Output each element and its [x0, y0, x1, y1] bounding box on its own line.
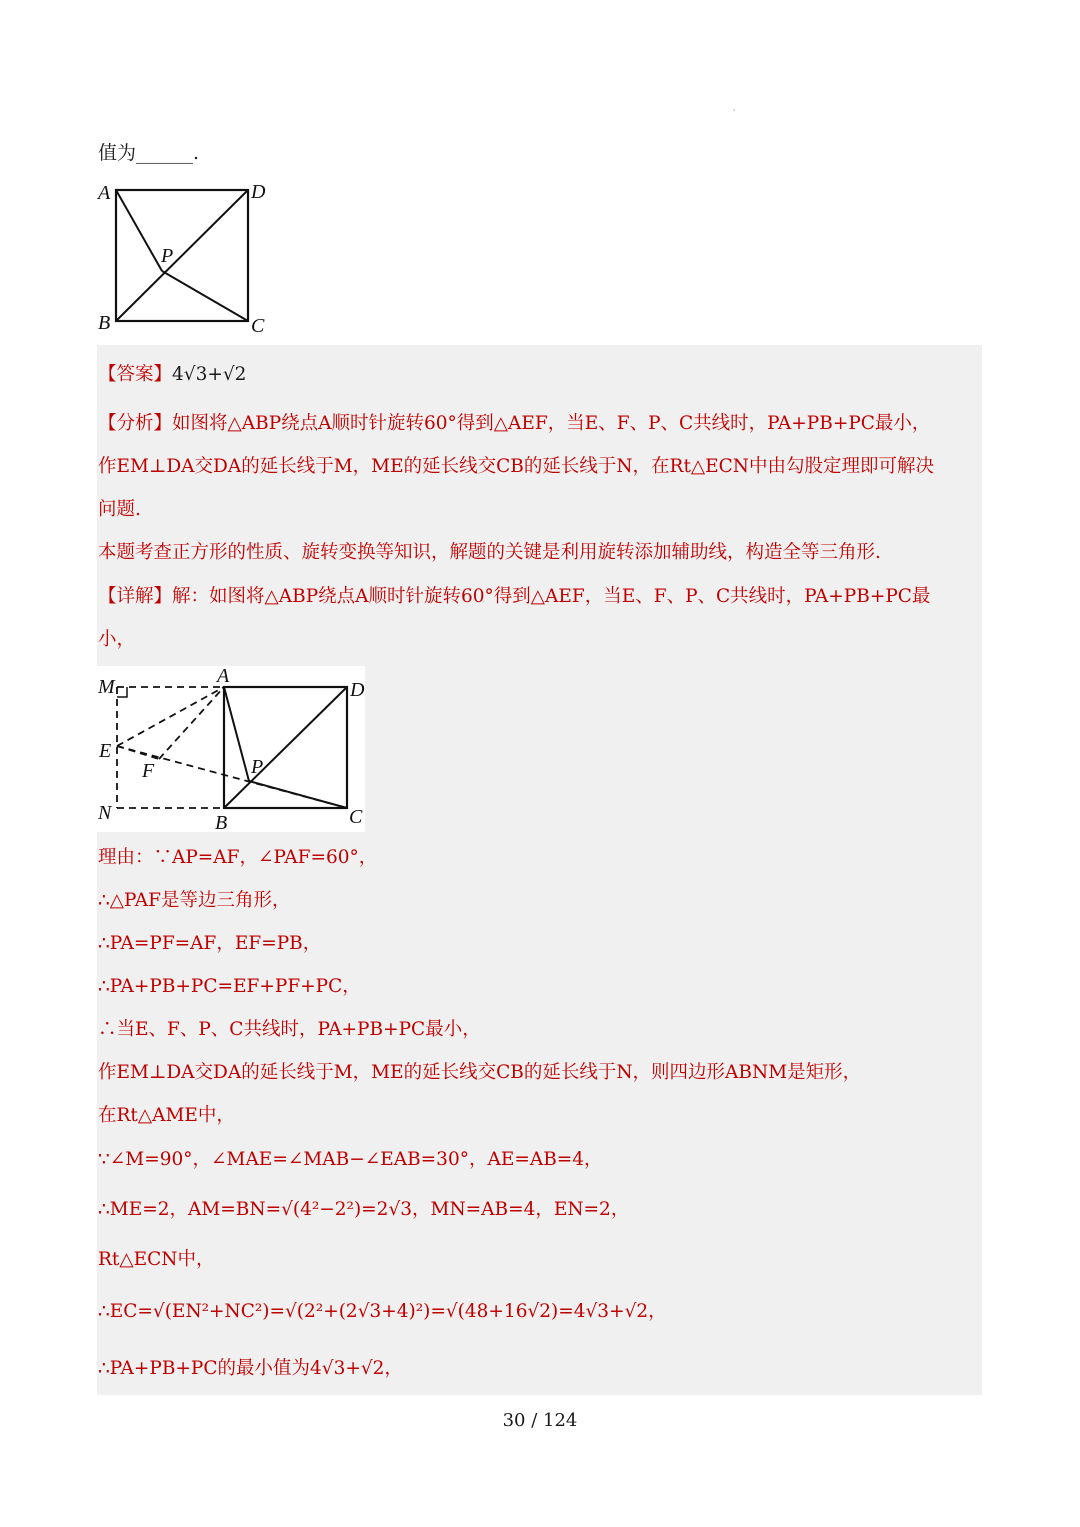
solution-line-6: 作EM⊥DA交DA的延长线于M，ME的延长线交CB的延长线于N，则四边形ABNM是矩形，: [98, 1062, 862, 1083]
solution-line-5: ∴当E、F、P、C共线时，PA+PB+PC最小，: [98, 1019, 481, 1040]
label-a: A: [217, 666, 230, 687]
solution-line-4: ∴PA+PB+PC=EF+PF+PC，: [98, 976, 361, 997]
answer-line: [98, 363, 982, 387]
page-number: 30 / 124: [502, 1410, 578, 1431]
label-f: F: [142, 760, 155, 782]
solution-line-7: 在Rt△AME中，: [98, 1105, 235, 1126]
label-c: C: [349, 806, 363, 828]
solution-line-10: Rt△ECN中，: [98, 1249, 215, 1270]
solution-line-8: ∵∠M=90°，∠MAE=∠MAB−∠EAB=30°，AE=AB=4，: [98, 1149, 603, 1170]
label-a: A: [98, 182, 111, 204]
label-p: P: [251, 756, 264, 778]
detail-line-1: 【详解】解：如图将△ABP绕点A顺时针旋转60°得到△AEF，当E、F、P、C共线时，PA+PB+PC最: [98, 586, 931, 607]
label-b: B: [98, 312, 111, 334]
analysis-line-3: 问题.: [98, 499, 141, 520]
analysis-tag: 【分析】: [98, 413, 173, 434]
label-e: E: [99, 740, 112, 762]
label-c: C: [251, 315, 265, 336]
label-n: N: [98, 802, 112, 824]
solution-line-1: 理由：∵AP=AF，∠PAF=60°，: [98, 847, 378, 868]
label-p: P: [161, 245, 174, 267]
solution-line-3: ∴PA=PF=AF，EF=PB，: [98, 933, 322, 954]
label-d: D: [251, 181, 266, 203]
figure-square-abcd: [94, 176, 274, 336]
solution-line-2: ∴△PAF是等边三角形，: [98, 890, 291, 911]
label-d: D: [350, 679, 365, 701]
solution-line-9: ∴ME=2，AM=BN=√(4²−2²)=2√3，MN=AB=4，EN=2，: [98, 1199, 630, 1220]
label-m: M: [98, 676, 115, 698]
analysis-line-1: 【分析】如图将△ABP绕点A顺时针旋转60°得到△AEF，当E、F、P、C共线时，PA+PB+PC最小，: [98, 413, 931, 434]
question-text: 值为______.: [98, 142, 200, 164]
solution-line-12: ∴PA+PB+PC的最小值为4√3+√2，: [98, 1358, 403, 1379]
solution-line-11: ∴EC=√(EN²+NC²)=√(2²+(2√3+4)²)=√(48+16√2)=4√3+√2，: [98, 1301, 667, 1322]
label-b: B: [215, 812, 228, 832]
analysis-line-4: 本题考查正方形的性质、旋转变换等知识，解题的关键是利用旋转添加辅助线，构造全等三角形.: [98, 542, 881, 563]
answer-value: 4√3+√2: [172, 364, 247, 385]
answer-tag: 【答案】: [98, 364, 173, 385]
detail-line-2: 小，: [98, 629, 136, 650]
detail-tag: 【详解】: [98, 586, 173, 607]
analysis-line-2: 作EM⊥DA交DA的延长线于M，ME的延长线交CB的延长线于N，在Rt△ECN中由勾股定理即可解决: [98, 456, 934, 477]
figure-rotation: [97, 666, 365, 832]
page-mark: ': [733, 108, 736, 117]
